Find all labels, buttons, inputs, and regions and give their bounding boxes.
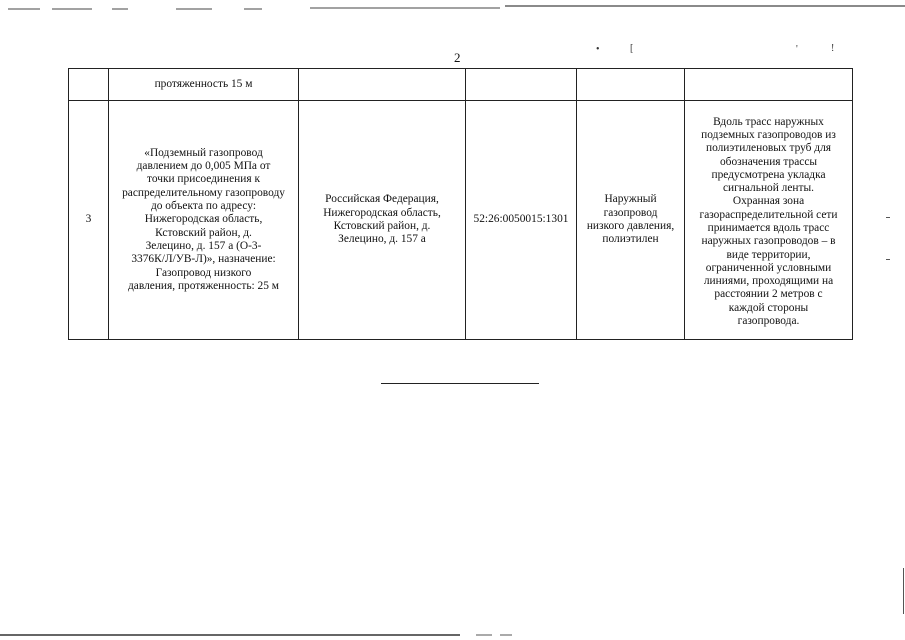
cell-type <box>577 69 685 101</box>
scan-artifact-bottom <box>0 626 905 640</box>
cell-name <box>109 101 299 340</box>
cell-type <box>577 101 685 340</box>
cell-cadastral <box>466 101 577 340</box>
cell-address <box>299 69 466 101</box>
end-divider-line <box>381 383 539 384</box>
object-name: «Подземный газопровод давлением до 0,005 МПа от точки присоединения к распределительному газопроводу до объекта по адресу: Нижегородская область, Кстовский район, д. Зелецино, д. 157 а (О-3- 3376К/Л/УВ-Л)», назначение: Газопровод низкого давления, протяженность: 25 м <box>122 146 285 292</box>
object-address: Российская Федерация, Нижегородская область, Кстовский район, д. Зелецино, д. 157 а <box>323 193 441 246</box>
cell-index <box>69 69 109 101</box>
scan-edge-mark <box>903 568 904 614</box>
row-index: 3 <box>85 213 92 226</box>
cell-cadastral <box>466 69 577 101</box>
scan-edge-mark <box>886 217 890 218</box>
cell-name <box>109 69 299 101</box>
cell-zone <box>685 69 853 101</box>
cadastral-number: 52:26:0050015:1301 <box>473 213 569 226</box>
document-table <box>68 68 853 340</box>
cell-address <box>299 101 466 340</box>
scan-speck: ' <box>796 44 798 55</box>
scan-speck: ! <box>831 43 835 54</box>
scan-edge-mark <box>886 259 890 260</box>
cell-index <box>69 101 109 340</box>
scan-speck: • <box>596 44 600 55</box>
scan-speck: [ <box>630 43 634 54</box>
object-type: Наружный газопровод низкого давления, полиэтилен <box>586 193 675 246</box>
table-row-continued <box>69 69 853 101</box>
cell-zone <box>685 101 853 340</box>
page-number: 2 <box>454 50 461 65</box>
protection-zone-description: Вдоль трасс наружных подземных газопроводов из полиэтиленовых труб для обозначения трассы предусмотрена укладка сигнальной ленты. Охранная зона газораспределительной сети принимается вдоль трасс наружных газопроводов – в виде территории, ограниченной условными линиями, проходящими на расстоянии 2 метров с каждой стороны газопровода. <box>699 115 838 328</box>
table-row <box>69 101 853 340</box>
scan-artifact-top <box>0 0 905 14</box>
object-name-continued: протяженность 15 м <box>154 77 253 90</box>
